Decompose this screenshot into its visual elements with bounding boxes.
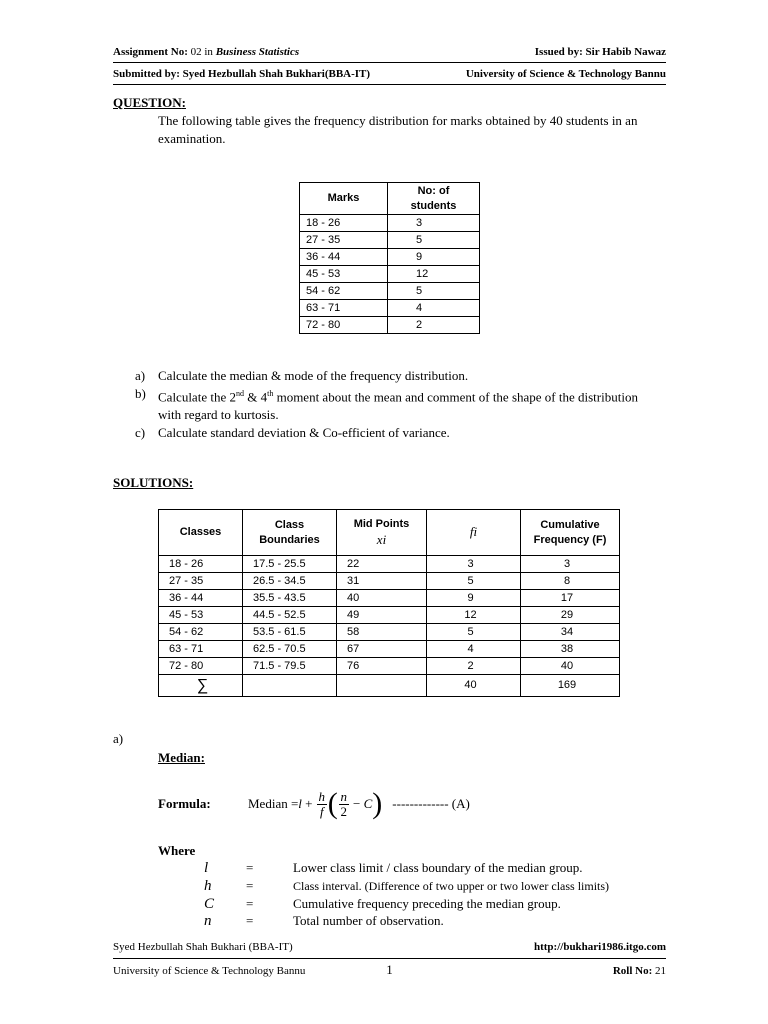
table-row [300, 215, 480, 232]
boundary-cell: 62.5 - 70.5 [243, 641, 337, 658]
table-row [300, 300, 480, 317]
col-header-cumulative: Cumulative Frequency (F) [521, 510, 620, 556]
midpoint-cell: 67 [337, 641, 427, 658]
issued-by: Issued by: Sir Habib Nawaz [534, 46, 666, 58]
table-row [159, 573, 620, 590]
col-header-midpoints: Mid Points xi [337, 510, 427, 556]
fi-cell: 5 [427, 573, 521, 590]
table-row [159, 641, 620, 658]
boundary-cell: 26.5 - 34.5 [243, 573, 337, 590]
sum-row [159, 675, 620, 697]
sum-fi: 40 [427, 675, 521, 697]
class-cell: 54 - 62 [159, 624, 243, 641]
class-cell: 63 - 71 [159, 641, 243, 658]
midpoint-cell: 58 [337, 624, 427, 641]
marks-cell: 18 - 26 [300, 215, 388, 232]
students-cell: 12 [388, 266, 480, 283]
marks-cell: 27 - 35 [300, 232, 388, 249]
col-header-boundaries: Class Boundaries [243, 510, 337, 556]
students-cell: 5 [388, 232, 480, 249]
class-cell: 72 - 80 [159, 658, 243, 675]
footer-line2 [113, 962, 666, 978]
students-cell: 9 [388, 249, 480, 266]
cumulative-cell: 34 [521, 624, 620, 641]
table-row [159, 556, 620, 573]
table-row [300, 283, 480, 300]
boundary-cell: 17.5 - 25.5 [243, 556, 337, 573]
marks-table [299, 182, 480, 334]
question-parts [135, 367, 655, 442]
page-header-line1 [113, 46, 666, 58]
table-row [300, 317, 480, 334]
students-cell: 2 [388, 317, 480, 334]
where-row-n: n = Total number of observation. [204, 913, 444, 929]
footer-rule [113, 958, 666, 959]
col-header-classes: Classes [159, 510, 243, 556]
col-header-marks: Marks [300, 183, 388, 215]
cumulative-cell: 29 [521, 607, 620, 624]
marks-cell: 54 - 62 [300, 283, 388, 300]
table-row [300, 249, 480, 266]
class-cell: 45 - 53 [159, 607, 243, 624]
cumulative-cell: 38 [521, 641, 620, 658]
midpoint-cell: 31 [337, 573, 427, 590]
fi-cell: 4 [427, 641, 521, 658]
marks-cell: 63 - 71 [300, 300, 388, 317]
marks-cell: 45 - 53 [300, 266, 388, 283]
median-heading: Median: [158, 750, 205, 765]
cumulative-cell: 3 [521, 556, 620, 573]
header-rule-2 [113, 84, 666, 85]
fi-cell: 12 [427, 607, 521, 624]
class-cell: 18 - 26 [159, 556, 243, 573]
fraction-h-f: $\frac{h}{f}$ [318, 788, 326, 819]
midpoint-cell: 22 [337, 556, 427, 573]
midpoint-cell: 76 [337, 658, 427, 675]
class-cell: 36 - 44 [159, 590, 243, 607]
solutions-heading: SOLUTIONS: [113, 475, 194, 490]
header-university: University of Science & Technology Bannu [465, 68, 666, 80]
page-number: 1 [386, 962, 393, 977]
assignment-info: Assignment No: 02 in Business Statistics [113, 46, 300, 58]
sum-symbol: ∑ [159, 675, 243, 697]
table-row [159, 590, 620, 607]
col-header-fi: fi [427, 510, 521, 556]
fi-cell: 3 [427, 556, 521, 573]
question-part-c: c) Calculate standard deviation & Co-efficient of variance. [135, 425, 450, 441]
fi-cell: 2 [427, 658, 521, 675]
cumulative-cell: 40 [521, 658, 620, 675]
class-cell: 27 - 35 [159, 573, 243, 590]
table-row [159, 607, 620, 624]
roll-number: Roll No: 21 [612, 965, 666, 977]
median-formula: Median = l + $\frac{h}{f}$ ( $\frac{n}{2}$ − C ) ------------- (A) [248, 787, 470, 820]
fraction-n-2: $\frac{n}{2}$ [340, 788, 348, 819]
table-row [300, 266, 480, 283]
table-row [159, 624, 620, 641]
header-rule-1 [113, 62, 666, 63]
page-header-line2 [113, 68, 666, 80]
table-row [159, 658, 620, 675]
cumulative-cell: 8 [521, 573, 620, 590]
fi-cell: 9 [427, 590, 521, 607]
boundary-cell: 44.5 - 52.5 [243, 607, 337, 624]
solutions-table [158, 509, 620, 697]
col-header-students: No: of students [388, 183, 480, 215]
question-text: The following table gives the frequency distribution for marks obtained by 40 students in an examination. [158, 113, 638, 146]
footer-line1 [113, 941, 666, 953]
where-row-c: C = Cumulative frequency preceding the median group. [204, 896, 561, 912]
question-part-b: b) Calculate the 2nd & 4th moment about the mean and comment of the shape of the distribution with regard to kurtosis. [135, 386, 638, 423]
submitted-by: Submitted by: Syed Hezbullah Shah Bukhari(BBA-IT) [113, 68, 371, 80]
boundary-cell: 53.5 - 61.5 [243, 624, 337, 641]
part-a-label: a) [113, 731, 124, 746]
formula-label: Formula: [158, 796, 211, 811]
where-row-l: l = Lower class limit / class boundary of the median group. [204, 860, 583, 876]
footer-author: Syed Hezbullah Shah Bukhari (BBA-IT) [113, 941, 293, 953]
students-cell: 3 [388, 215, 480, 232]
table-row [300, 232, 480, 249]
midpoint-cell: 40 [337, 590, 427, 607]
where-row-h: h = Class interval. (Difference of two upper or two lower class limits) [204, 878, 610, 894]
boundary-cell: 71.5 - 79.5 [243, 658, 337, 675]
boundary-cell: 35.5 - 43.5 [243, 590, 337, 607]
midpoint-cell: 49 [337, 607, 427, 624]
students-cell: 4 [388, 300, 480, 317]
footer-university: University of Science & Technology Bannu [113, 965, 306, 977]
fi-cell: 5 [427, 624, 521, 641]
question-part-a: a) Calculate the median & mode of the frequency distribution. [135, 368, 469, 383]
students-cell: 5 [388, 283, 480, 300]
where-label: Where [158, 843, 196, 858]
cumulative-cell: 17 [521, 590, 620, 607]
marks-cell: 36 - 44 [300, 249, 388, 266]
marks-cell: 72 - 80 [300, 317, 388, 334]
question-heading: QUESTION: [113, 95, 186, 110]
footer-url[interactable]: http://bukhari1986.itgo.com [533, 941, 666, 953]
sum-cumulative: 169 [521, 675, 620, 697]
